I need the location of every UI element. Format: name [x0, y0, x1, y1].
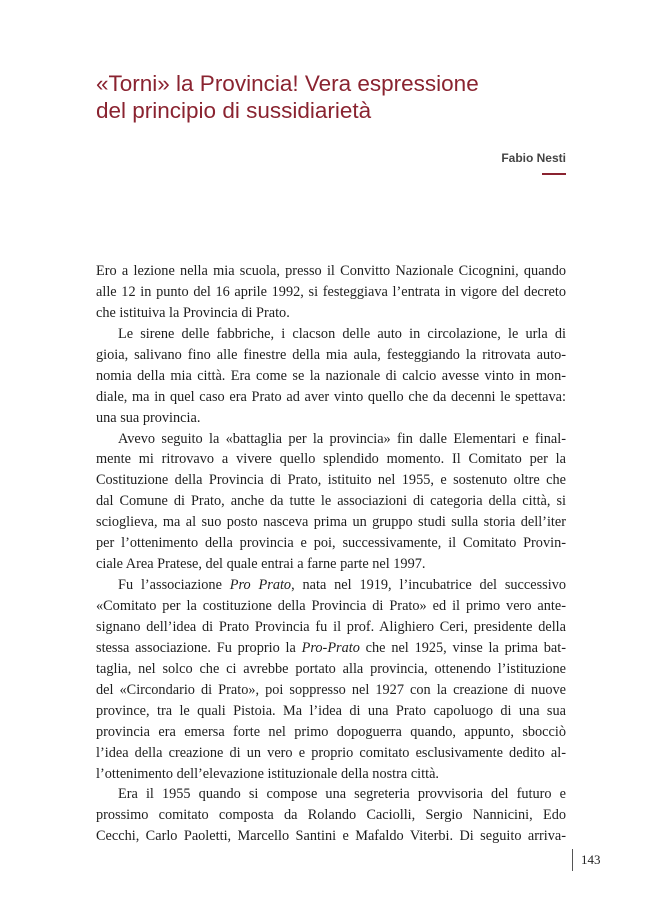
body-line: mente mi ritrovavo a vivere quello splendido momento. Il Comitato per la — [96, 451, 566, 468]
body-line: dal Comune di Prato, anche da tutte le associazioni di categoria della città, si — [96, 493, 566, 510]
body-line: «Comitato per la costituzione della Provincia di Prato» ed il primo vero ante- — [96, 598, 566, 614]
body-line: nomia della mia città. Era come se la nazionale di calcio avesse vinto in mon- — [96, 367, 566, 384]
body-line: Le sirene delle fabbriche, i clacson delle auto in circolazione, le urla di — [118, 325, 566, 342]
title-line: «Torni» la Provincia! Vera espressione — [96, 71, 479, 96]
body-line: del «Circondario di Prato», poi soppresso nel 1927 con la creazione di nuove — [96, 681, 566, 698]
body-line: che istituiva la Provincia di Prato. — [96, 304, 290, 321]
page-number: 143 — [581, 852, 601, 867]
body-line: Era il 1955 quando si compose una segreteria provvisoria del futuro e — [118, 786, 566, 803]
body-line: province, tra le quali Pistoia. Ma l’idea di una Prato capoluogo di una sua — [96, 702, 566, 719]
body-line: Costituzione della Provincia di Prato, istituito nel 1955, e sostenuto oltre che — [96, 472, 566, 489]
body-line: una sua provincia. — [96, 409, 201, 426]
body-line: provincia era emersa forte nel primo dopoguerra quando, appunto, sbocciò — [96, 723, 566, 740]
body-line: diale, ma in quel caso era Prato ad aver vinto quello che da decenni le spettava: — [96, 388, 566, 405]
author-name: Fabio Nesti — [501, 151, 566, 165]
page-number-divider — [572, 849, 573, 871]
body-line: l’idea della creazione di un vero e proprio comitato esclusivamente dedito al- — [96, 744, 566, 761]
body-line: Avevo seguito la «battaglia per la provincia» fin dalle Elementari e final- — [118, 430, 566, 447]
body-line: signano dell’idea di Prato Provincia fu il prof. Alighiero Ceri, presidente della — [96, 618, 566, 635]
body-line: ciale Area Pratese, del quale entrai a farne parte nel 1997. — [96, 556, 426, 573]
body-line: alle 12 in punto del 16 aprile 1992, si festeggiava l’entrata in vigore del decreto — [96, 283, 566, 300]
body-line: taglia, nel solco che ci avrebbe portato alla provincia, ottenendo l’istituzione — [96, 660, 566, 677]
body-line: stessa associazione. Fu proprio la Pro-Prato che nel 1925, vinse la prima bat- — [96, 639, 566, 656]
body-line: gioia, salivano fino alle finestre della mia aula, festeggiando la ritrovata auto- — [96, 346, 566, 363]
body-line: Cecchi, Carlo Paoletti, Marcello Santini e Mafaldo Viterbi. Di seguito arriva- — [96, 828, 566, 845]
body-line: Ero a lezione nella mia scuola, presso il Convitto Nazionale Cicognini, quando — [96, 263, 566, 279]
body-line: Fu l’associazione Pro Prato, nata nel 1919, l’incubatrice del successivo — [118, 577, 566, 594]
body-line: scioglieva, ma al suo posto nasceva prima un gruppo studi sulla storia dell’iter — [96, 514, 566, 531]
body-line: l’ottenimento dell’elevazione istituzionale della nostra città. — [96, 765, 439, 782]
article-title — [96, 70, 576, 124]
article-body — [96, 261, 566, 847]
author-underline — [542, 173, 566, 175]
body-line: prossimo comitato composta da Rolando Caciolli, Sergio Nannicini, Edo — [96, 807, 566, 824]
title-line: del principio di sussidiarietà — [96, 98, 372, 123]
body-line: per l’ottenimento della provincia e poi, successivamente, il Comitato Provin- — [96, 535, 566, 552]
